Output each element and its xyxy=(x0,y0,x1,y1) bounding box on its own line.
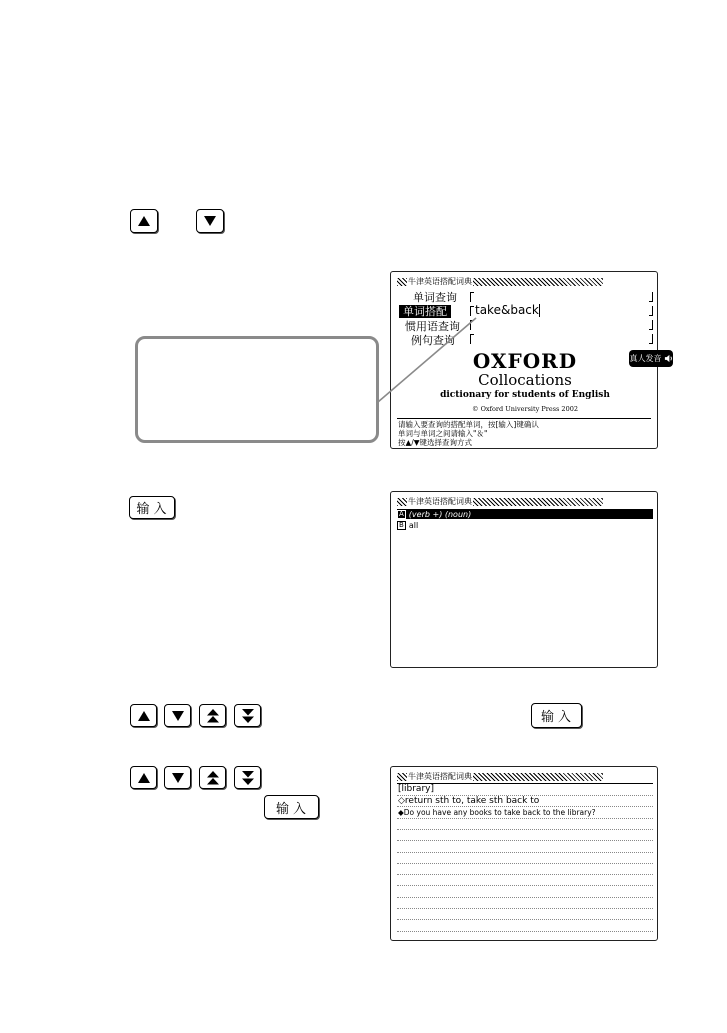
double-triangle-up-icon xyxy=(206,770,220,786)
down-key[interactable] xyxy=(196,209,224,233)
text-cursor xyxy=(539,304,540,317)
menu-idiom-search[interactable]: 惯用语查询 xyxy=(405,320,460,333)
menu-word-search[interactable]: 单词查询 xyxy=(413,291,457,304)
page-up-key[interactable] xyxy=(199,766,226,789)
dotted-line xyxy=(397,852,653,853)
oxford-logo: OXFORD xyxy=(472,349,578,373)
dotted-line xyxy=(397,806,653,807)
dictionary-screen-patterns xyxy=(390,491,658,668)
headword: [library] xyxy=(398,784,434,794)
up-key[interactable] xyxy=(130,209,158,233)
menu-example-search[interactable]: 例句查询 xyxy=(411,334,455,347)
hint-line-2: 单词与单词之间请输入"＆" xyxy=(398,429,488,438)
double-triangle-down-icon xyxy=(241,708,255,724)
pattern-label-a: (verb +) (noun) xyxy=(408,509,472,519)
collocation-phrase: ◇return sth to, take sth back to xyxy=(398,796,540,806)
hint-line-1: 请输入要查询的搭配单词，按[输入]键确认 xyxy=(398,420,539,429)
page-down-key[interactable] xyxy=(234,766,261,789)
voice-badge-label: 真人发音 xyxy=(629,354,662,363)
triangle-down-icon xyxy=(171,710,185,722)
dotted-line xyxy=(397,885,653,886)
double-triangle-down-icon xyxy=(241,770,255,786)
pattern-label-b: all xyxy=(408,520,419,530)
callout-box xyxy=(135,336,379,443)
page-up-key[interactable] xyxy=(199,704,226,727)
speaker-icon xyxy=(664,354,673,363)
triangle-down-icon xyxy=(171,772,185,784)
input-field-example[interactable] xyxy=(470,334,653,344)
enter-key[interactable] xyxy=(129,496,175,519)
screen-title-bar xyxy=(397,772,603,781)
dotted-line xyxy=(397,931,653,932)
input-field-word[interactable] xyxy=(470,292,653,302)
dotted-line xyxy=(397,863,653,864)
enter-key[interactable] xyxy=(264,795,319,819)
up-key[interactable] xyxy=(130,766,157,789)
enter-key-label: 输入 xyxy=(540,710,575,725)
triangle-down-icon xyxy=(203,215,217,227)
double-triangle-up-icon xyxy=(206,708,220,724)
dictionary-screen-example xyxy=(390,766,658,941)
down-key[interactable] xyxy=(164,704,191,727)
example-sentence: ◆Do you have any books to take back to the library? xyxy=(398,808,596,817)
screen-title-bar xyxy=(397,277,603,286)
title-separator xyxy=(397,783,653,784)
dotted-line xyxy=(397,908,653,909)
dotted-line xyxy=(397,919,653,920)
pattern-row-a[interactable] xyxy=(397,509,653,519)
collocation-input-value: take&back xyxy=(475,303,539,317)
page-down-key[interactable] xyxy=(234,704,261,727)
input-field-idiom[interactable] xyxy=(470,320,653,330)
enter-key[interactable] xyxy=(531,703,582,728)
enter-key-label: 输入 xyxy=(136,502,171,517)
pattern-badge-b: B xyxy=(399,520,404,529)
menu-collocation[interactable]: 单词搭配 xyxy=(399,305,451,318)
triangle-up-icon xyxy=(137,215,151,227)
triangle-up-icon xyxy=(137,710,151,722)
enter-key-label: 输入 xyxy=(275,801,310,817)
and-separator: 和 xyxy=(168,215,182,231)
dotted-line xyxy=(397,829,653,830)
collocations-logo: Collocations xyxy=(478,371,572,389)
dotted-line xyxy=(397,818,653,819)
screen-title: 牛津英语搭配词典 xyxy=(408,772,472,781)
screen-title: 牛津英语搭配词典 xyxy=(408,497,472,506)
triangle-up-icon xyxy=(137,772,151,784)
hint-separator xyxy=(397,418,651,419)
dotted-line xyxy=(397,840,653,841)
pattern-row-b[interactable] xyxy=(397,520,418,530)
down-key[interactable] xyxy=(164,766,191,789)
screen-title: 牛津英语搭配词典 xyxy=(408,277,472,286)
dotted-line xyxy=(397,795,653,796)
pattern-badge-a: A xyxy=(399,509,404,518)
screen-title-bar xyxy=(397,497,603,506)
dotted-line xyxy=(397,874,653,875)
callout-leader xyxy=(376,316,496,406)
copyright: © Oxford University Press 2002 xyxy=(472,405,578,413)
up-key[interactable] xyxy=(130,704,157,727)
logo-subtitle: dictionary for students of English xyxy=(440,390,610,400)
hint-line-3: 按▲/▼键选择查询方式 xyxy=(398,438,473,447)
dotted-line xyxy=(397,897,653,898)
